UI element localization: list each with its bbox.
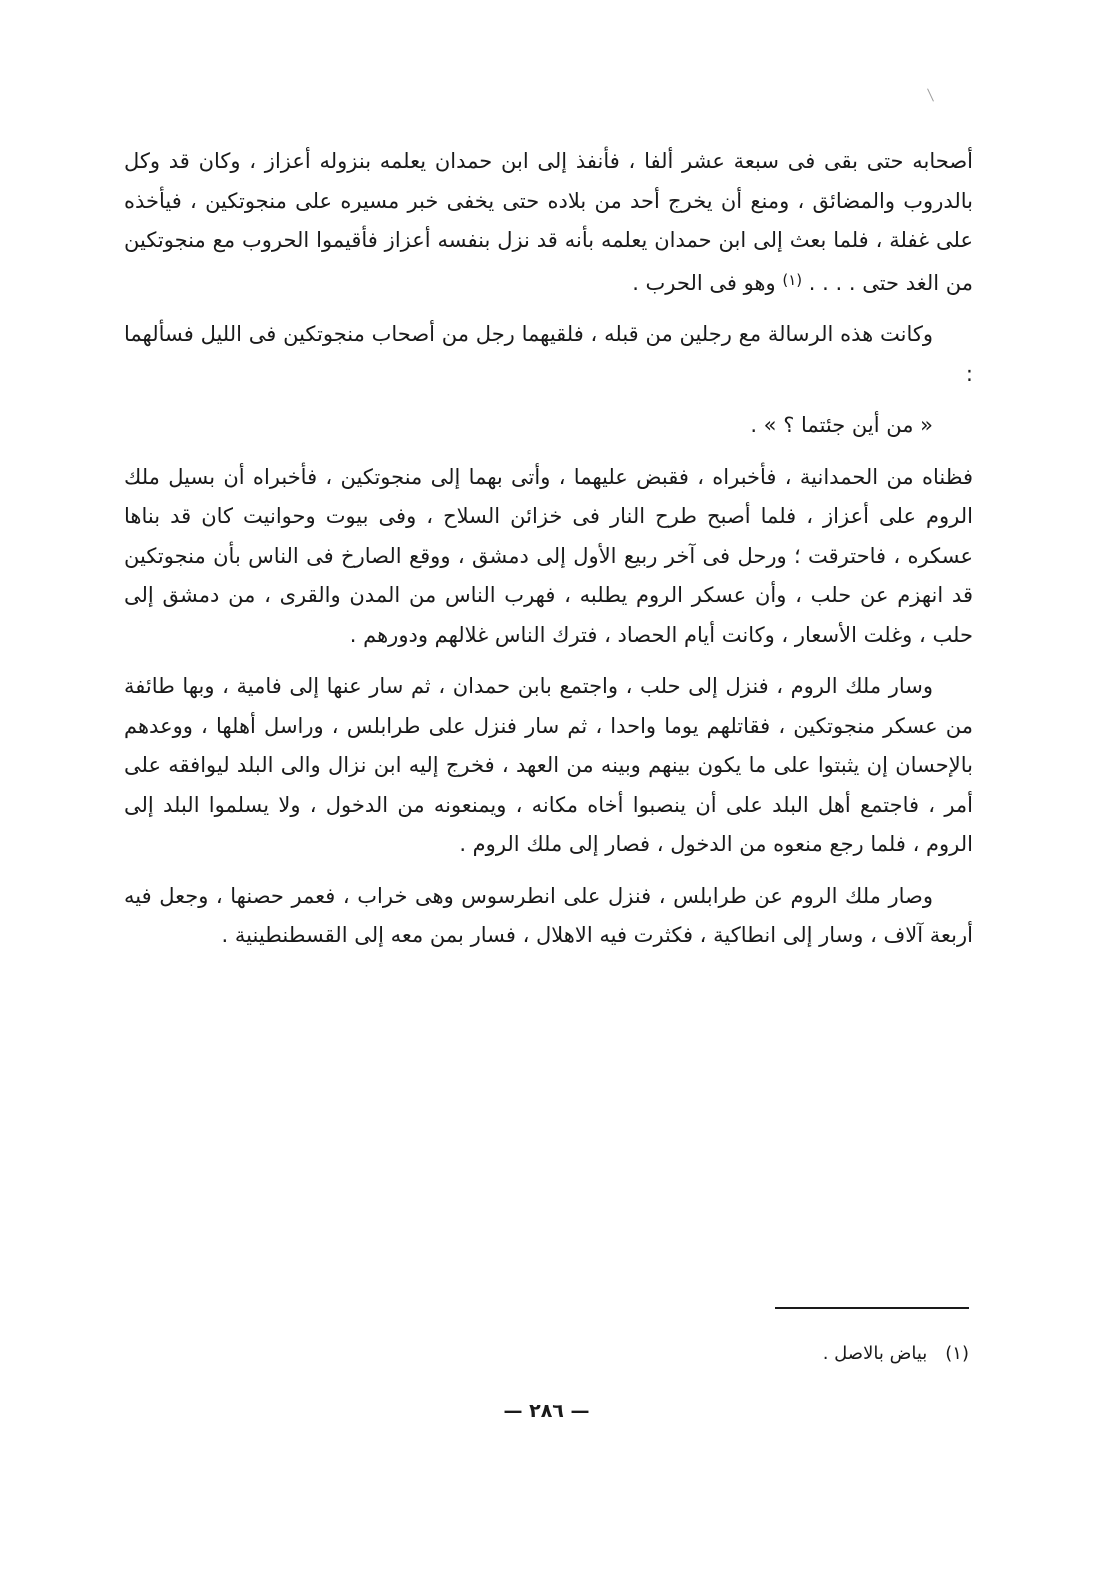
paragraph-5: وسار ملك الروم ، فنزل إلى حلب ، واجتمع بابن حمدان ، ثم سار عنها إلى فامية ، وبها طائفة من عسكر منجوتكين ، فقاتلهم يوما واحدا ، ثم سار فنزل على طرابلس ، وراسل أهلها ، ووعدهم بالإحسان إن يثبتوا على ما يكون بينهم وبينه من العهد ، فخرج إليه ابن نزال والى البلد ليوافقه على أمر ، فاجتمع أهل البلد على أن ينصبوا أخاه مكانه ، ويمنعونه من الدخول ، ولا يسلموا البلد إلى الروم ، فلما رجع منعوه من الدخول ، فصار إلى ملك الروم . <box>124 674 973 856</box>
footnote <box>823 1340 969 1368</box>
paragraph-2: وكانت هذه الرسالة مع رجلين من قبله ، فلقيهما رجل من أصحاب منجوتكين فى الليل فسألهما : <box>124 322 973 386</box>
body-text <box>124 142 973 968</box>
footnote-text: بياض بالاصل . <box>822 1343 928 1364</box>
footnote-number: (١) <box>945 1343 969 1364</box>
footnote-reference[interactable]: (١) <box>782 270 803 289</box>
paragraph-3: « من أين جئتما ؟ » . <box>750 413 933 437</box>
footnote-divider <box>775 1307 969 1309</box>
paragraph-6: وصار ملك الروم عن طرابلس ، فنزل على انطرسوس وهى خراب ، فعمر حصنها ، وجعل فيه أربعة آلاف ، وسار إلى انطاكية ، فكثرت فيه الاهلال ، فسار بمن معه إلى القسطنطينية . <box>124 883 973 947</box>
page-number: — ٢٨٦ — <box>503 1400 590 1422</box>
paragraph-4: فظناه من الحمدانية ، فأخبراه ، فقبض عليهما ، وأتى بهما إلى منجوتكين ، فأخبراه أن بسيل ملك الروم على أعزاز ، فلما أصبح طرح النار فى خزائن السلاح ، وفى بيوت وحوانيت كان قد بناها عسكره ، فاحترقت ؛ ورحل فى آخر ربيع الأول إلى دمشق ، ووقع الصارخ فى الناس بأن منجوتكين قد انهزم عن حلب ، وأن عسكر الروم يطلبه ، فهرب الناس من المدن والقرى ، من دمشق إلى حلب ، وغلت الأسعار ، وكانت أيام الحصاد ، فترك الناس غلالهم ودورهم . <box>124 464 973 647</box>
paragraph-1: أصحابه حتى بقى فى سبعة عشر ألفا ، فأنفذ إلى ابن حمدان يعلمه بنزوله أعزاز ، وكان قد وكل بالدروب والمضائق ، ومنع أن يخرج أحد من بلاده حتى يخفى خبر مسيره على منجوتكين ، فيأخذه على غفلة ، فلما بعث إلى ابن حمدان يعلمه بأنه قد نزل بنفسه أعزاز فأقيموا الحروب مع منجوتكين من الغد حتى . . . . $^{(١)}$ وهو فى الحرب . <box>124 149 973 295</box>
scan-mark <box>927 88 934 101</box>
